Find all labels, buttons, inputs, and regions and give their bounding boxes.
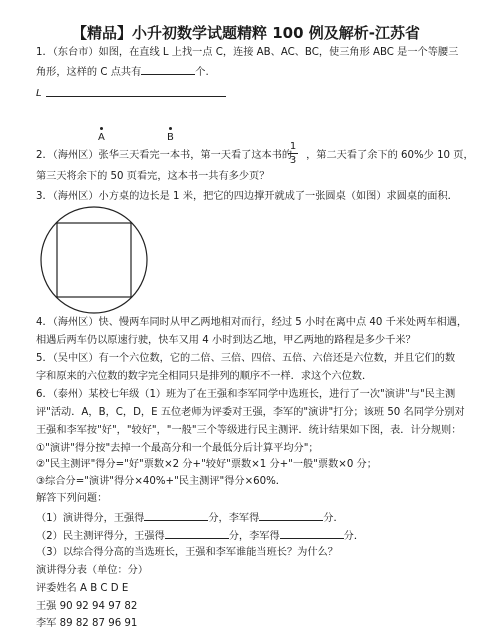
q6-sub-1-mid: 分，李军得 bbox=[208, 513, 260, 524]
score-table-row: 李军 89 82 87 96 91 bbox=[36, 618, 138, 629]
q6-sub-1 bbox=[36, 510, 344, 526]
table-circle-figure bbox=[36, 206, 156, 316]
q6-sub-3: （3）以综合得分高的当选班长，王强和李军谁能当班长？为什么？ bbox=[36, 547, 338, 558]
q6-rule-2: ②"民主测评"得分="好"票数×2 分+"较好"票数×1 分+"一般"票数×0 分； bbox=[36, 459, 377, 470]
point-b-dot bbox=[169, 127, 172, 130]
line-l bbox=[46, 96, 226, 97]
q6-rule-3: ③综合分="演讲"得分×40%+"民主测评"得分×60%． bbox=[36, 476, 286, 487]
q5-line-2: 字和原来的六位数的数字完全相同只是排列的顺序不一样．求这个六位数． bbox=[36, 371, 373, 382]
q6-sub-1-pre: （1）演讲得分，王强得 bbox=[36, 513, 145, 524]
q2-line-2: 第三天将余下的 50 页看完，这本书一共有多少页？ bbox=[36, 171, 270, 182]
q1-line-1: 1．（东台市）如图，在直线 L 上找一点 C，连接 AB、AC、BC，使三角形 ABC 是一个等腰三 bbox=[36, 47, 459, 58]
q2-line-1-pre: 2．（海州区）张华三天看完一本书，第一天看了这本书的 bbox=[36, 150, 293, 161]
point-b-label: B bbox=[167, 132, 174, 143]
q6-answer-intro: 解答下列问题： bbox=[36, 493, 108, 504]
point-a-label: A bbox=[98, 132, 105, 143]
q6-sub-2-blank-b bbox=[280, 528, 344, 539]
q6-rule-1: ①"演讲"得分按"去掉一个最高分和一个最低分后计算平均分"； bbox=[36, 443, 319, 454]
q2-line-1-post: ，第二天看了余下的 60%少 10 页， bbox=[306, 150, 474, 161]
score-table-title: 演讲得分表（单位：分） bbox=[36, 565, 149, 576]
q1-answer-blank bbox=[141, 64, 195, 75]
page-title: 【精品】小升初数学试题精粹 100 例及解析-江苏省 bbox=[72, 24, 420, 42]
q2-fraction-numerator: 1 bbox=[289, 141, 297, 152]
q4-line-2: 相遇后两车仍以原速行驶，快车又用 4 小时到达乙地，甲乙两地的路程是多少千米？ bbox=[36, 335, 416, 346]
q3-line-1: 3．（海州区）小方桌的边长是 1 米，把它的四边撑开就成了一张圆桌（如图）求圆桌的面积． bbox=[36, 191, 458, 202]
q6-sub-2-blank-a bbox=[165, 528, 229, 539]
q6-sub-2 bbox=[36, 528, 364, 544]
q6-sub-1-blank-a bbox=[144, 510, 208, 521]
q6-line-2: 评"活动．A，B，C，D，E 五位老师为评委对王强，李军的"演讲"打分；该班 50 名同学分别对 bbox=[36, 407, 465, 418]
score-table-row: 王强 90 92 94 97 82 bbox=[36, 601, 138, 612]
q6-sub-2-post: 分． bbox=[343, 531, 365, 542]
square-table bbox=[57, 223, 131, 297]
q5-line-1: 5．（吴中区）有一个六位数，它的二倍、三倍、四倍、五倍、六倍还是六位数，并且它们的数 bbox=[36, 353, 456, 364]
q6-line-3: 王强和李军按"好"，"较好"，"一般"三个等级进行民主测评．统计结果如下图，表．计分规则： bbox=[36, 425, 462, 436]
q6-sub-1-blank-b bbox=[259, 510, 323, 521]
q1-line-2-post: 个. bbox=[195, 67, 209, 78]
q6-sub-2-mid: 分，李军得 bbox=[228, 531, 280, 542]
q4-line-1: 4．（海州区）快、慢两车同时从甲乙两地相对而行，经过 5 小时在离中点 40 千米处两车相遇， bbox=[36, 317, 468, 328]
q6-sub-1-post: 分． bbox=[323, 513, 344, 524]
q6-sub-2-pre: （2）民主测评得分，王强得 bbox=[36, 531, 165, 542]
q6-line-1: 6．（泰州）某校七年级（1）班为了在王强和李军同学中选班长，进行了一次"演讲"与"民主测 bbox=[36, 389, 456, 400]
q2-line-1 bbox=[36, 149, 474, 163]
line-l-label: L bbox=[36, 88, 42, 99]
score-table-header: 评委姓名 A B C D E bbox=[36, 583, 129, 594]
q2-fraction-denominator: 3 bbox=[289, 155, 297, 166]
q1-line-2-pre: 角形，这样的 C 点共有 bbox=[36, 67, 142, 78]
point-a-dot bbox=[100, 127, 103, 130]
q1-line-2 bbox=[36, 64, 209, 80]
q2-fraction bbox=[288, 141, 298, 166]
